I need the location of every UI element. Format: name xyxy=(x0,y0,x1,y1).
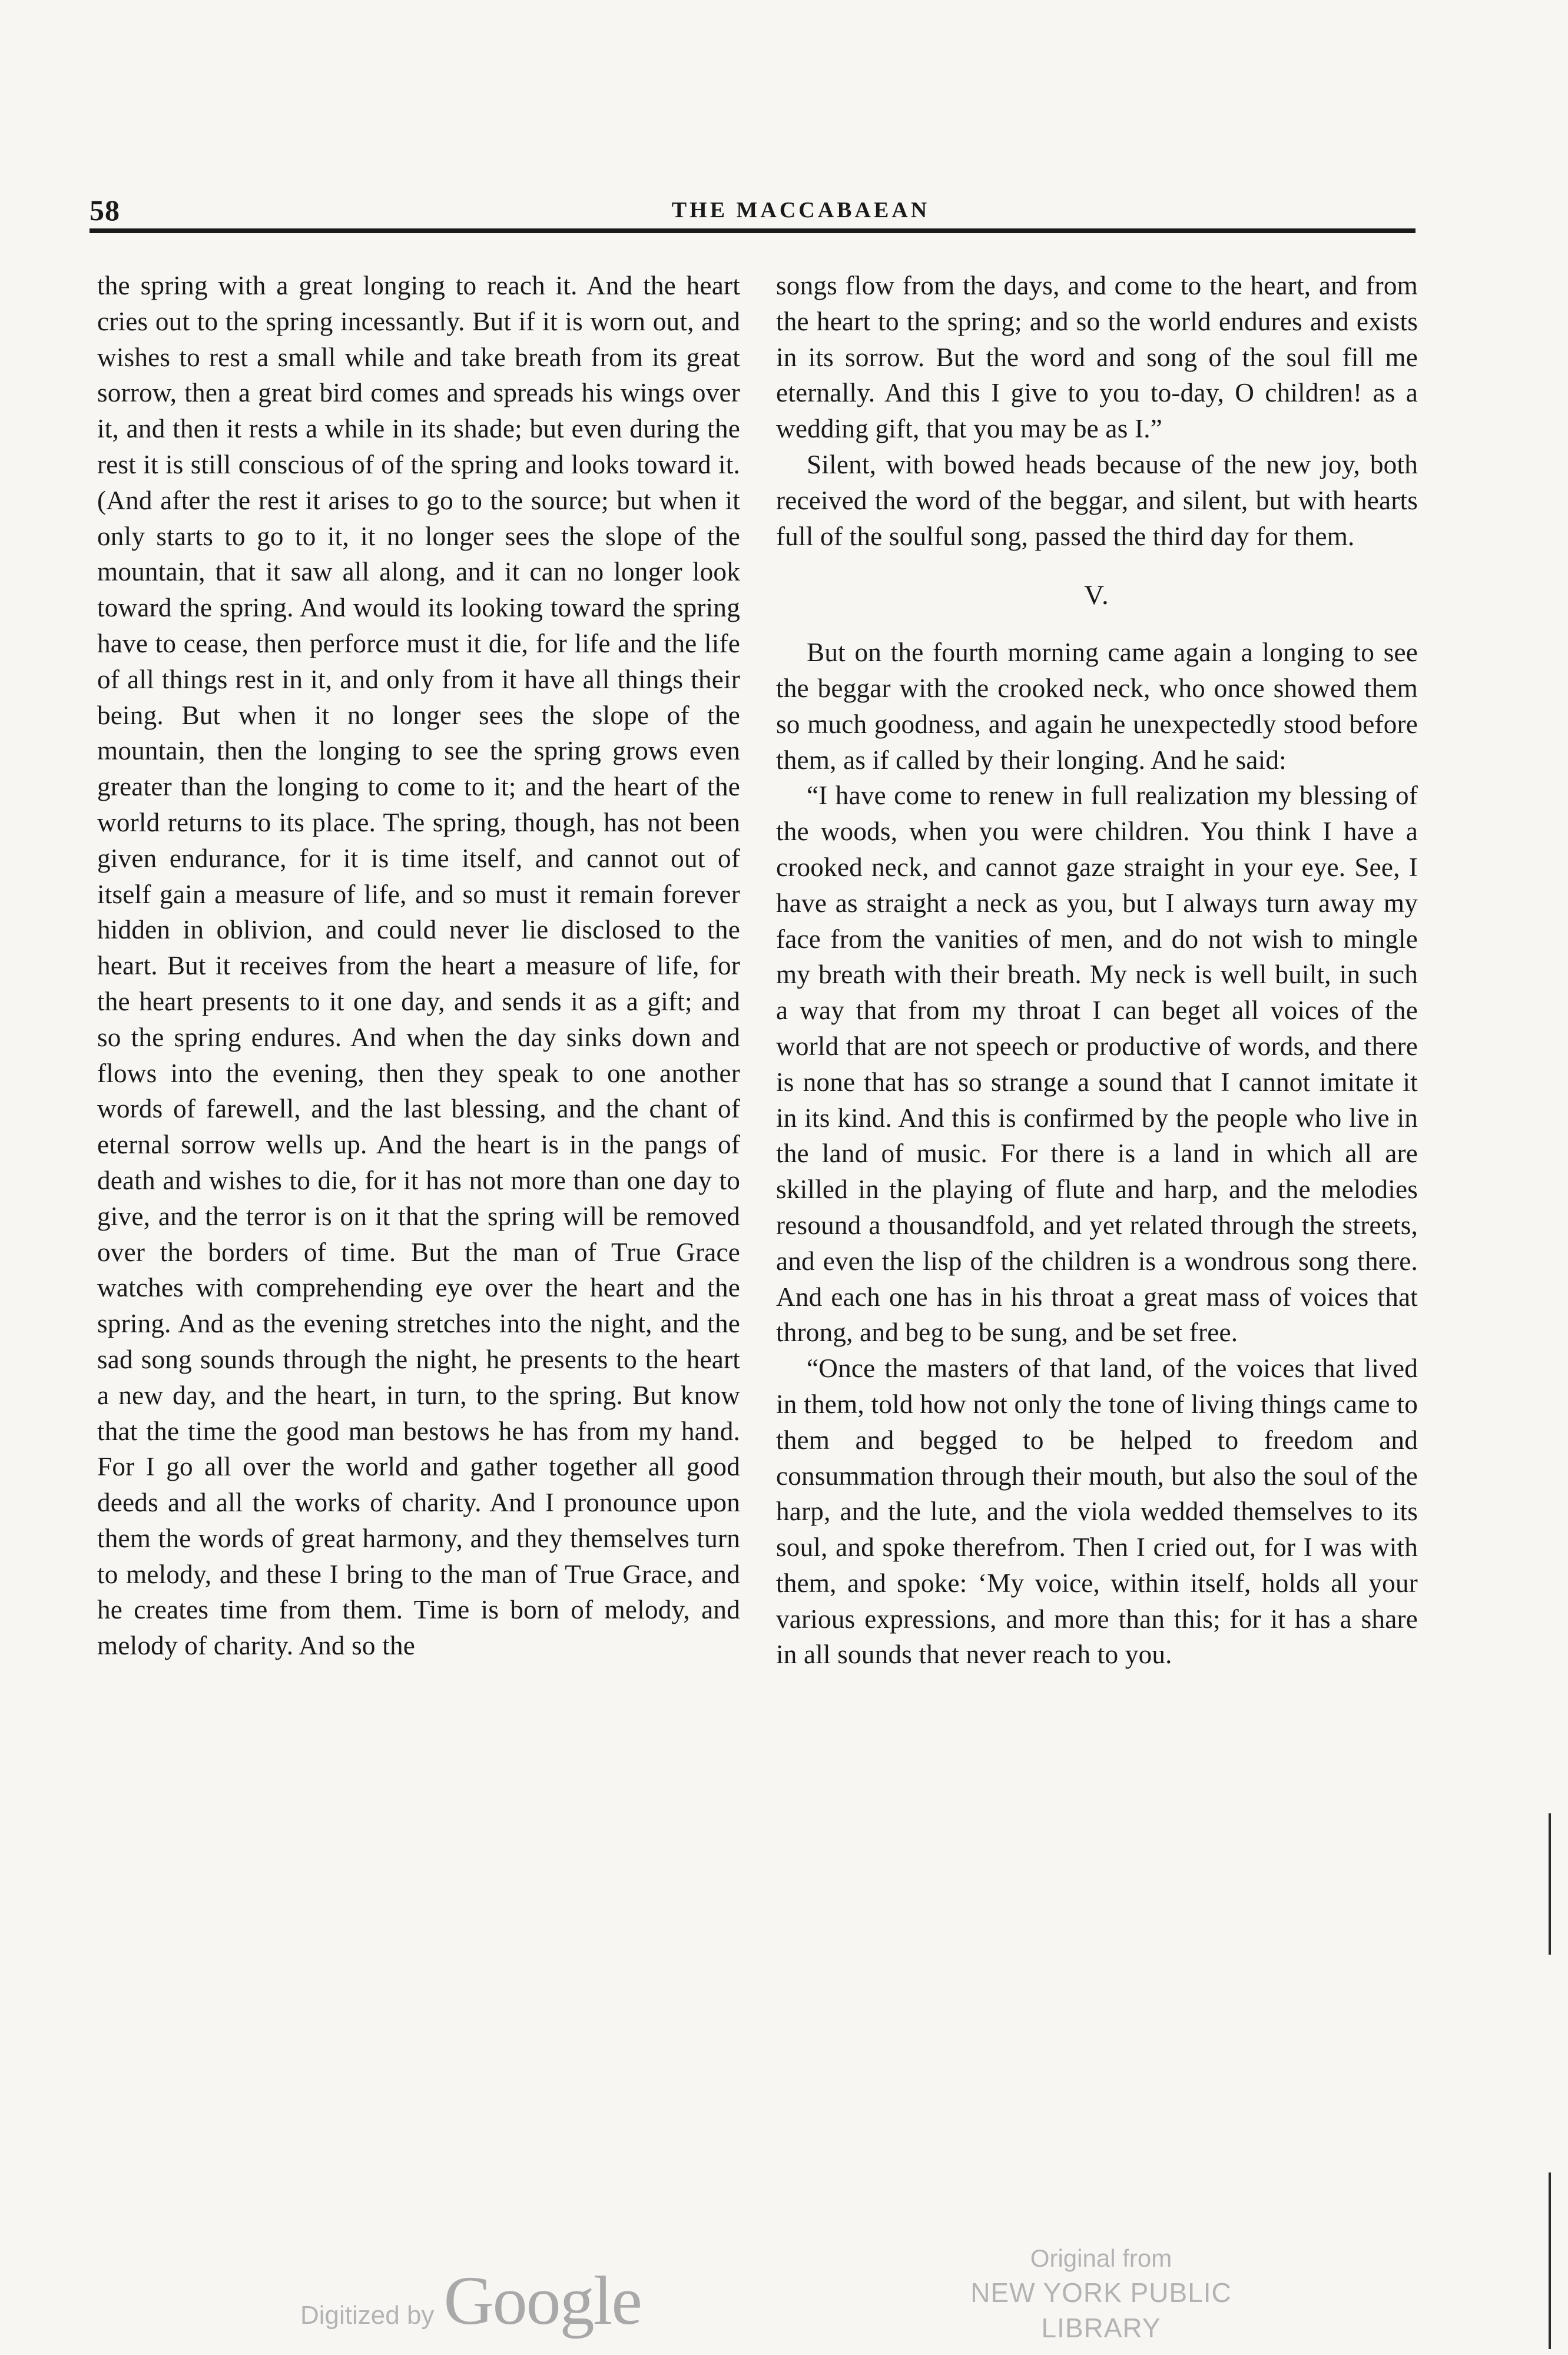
running-head: THE MACCABAEAN xyxy=(671,198,930,223)
section-number: V. xyxy=(1084,580,1110,611)
right-paragraph-3: But on the fourth morning came again a longing to see the beggar with the crooked neck, who once showed them so much goodness, and again he unexpectedly stood before them, as if called by their longing. And he said: xyxy=(776,638,1418,775)
right-column xyxy=(776,268,1418,1673)
page-number: 58 xyxy=(89,194,120,227)
margin-scan-mark xyxy=(1549,1813,1551,1955)
right-paragraph-1: songs flow from the days, and come to the heart, and from the heart to the spring; and so the world endures and exists in its sorrow. But the word and song of the soul fill me eternally. And this I give to you to-day, O children! as a wedding gift, that you may be as I.” xyxy=(776,271,1418,444)
margin-scan-mark xyxy=(1549,2172,1551,2349)
right-paragraph-2: Silent, with bowed heads because of the new joy, both received the word of the beggar, and silent, but with hearts full of the soulful song, passed the third day for them. xyxy=(776,449,1418,551)
original-from-label: Original from xyxy=(1030,2244,1172,2272)
left-paragraph-1: the spring with a great longing to reach it. And the heart cries out to the spring incessantly. But if it is worn out, and wishes to rest a small while and take breath from its great sorrow, then a great bird comes and spreads his wings over it, and then it rests a while in its shade; but even during the rest it is still conscious of of the spring and looks toward it. (And after the rest it arises to go to the source; but when it only starts to go to it, it no longer sees the slope of the mountain, that it saw all along, and it can no longer look toward the spring. And would its looking toward the spring have to cease, then perforce must it die, for life and the life of all things rest in it, and only from it have all things their being. But when it no longer sees the slope of the mountain, then the longing to see the spring grows even greater than the longing to come to it; and the heart of the world returns to its place. The spring, though, has not been given endurance, for it is time itself, and cannot out of itself gain a measure of life, and so must it remain forever hidden in oblivion, and could never lie disclosed to the heart. But it receives from the heart a measure of life, for the heart presents to it one day, and sends it as a gift; and so the spring endures. And when the day sinks down and flows into the evening, then they speak to one another words of farewell, and the last blessing, and the chant of eternal sorrow wells up. And the heart is in the pangs of death and wishes to die, for it has not more than one day to give, and the terror is on it that the spring will be removed over the borders of time. But the man of True Grace watches with comprehending eye over the heart and the spring. And as the evening stretches into the night, and the sad song sounds through the night, he presents to the heart a new day, and the heart, in turn, to the spring. But know that the time the good man bestows he has from my hand. For I go all over the world and gather together all good deeds and all the works of charity. And I pronounce upon them the words of great harmony, and they themselves turn to melody, and these I bring to the man of True Grace, and he creates time from them. Time is born of melody, and melody of charity. And so the xyxy=(97,271,740,1661)
left-column xyxy=(97,268,740,1664)
library-name: NEW YORK PUBLIC LIBRARY xyxy=(970,2277,1232,2343)
right-paragraph-4: “I have come to renew in full realization my blessing of the woods, when you were children. You think I have a crooked neck, and cannot gaze straight in your eye. See, I have as straight a neck as you, but I always turn away my face from the vanities of men, and do not wish to mingle my breath with their breath. My neck is well built, in such a way that from my throat I can beget all voices of the world that are not speech or productive of words, and there is none that has so strange a sound that I cannot imitate it in its kind. And this is confirmed by the people who live in the land of music. For there is a land in which all are skilled in the playing of flute and harp, and the melodies resound a thousandfold, and yet related through the streets, and even the lisp of the children is a wondrous song there. And each one has in his throat a great mass of voices that throng, and beg to be sung, and be set free. xyxy=(776,781,1418,1348)
digitized-label: Digitized by xyxy=(300,2301,435,2330)
right-paragraph-5: “Once the masters of that land, of the voices that lived in them, told how not only the tone of living things came to them and begged to be helped to freedom and consummation through their mouth, but also the soul of the harp, and the lute, and the viola wedded themselves to its soul, and spoke therefrom. Then I cried out, for I was with them, and spoke: ‘My voice, within itself, holds all your various expressions, and more than this; for it has a share in all sounds that never reach to you. xyxy=(776,1354,1418,1670)
library-attribution xyxy=(907,2242,1295,2346)
header-rule xyxy=(89,228,1415,233)
digitized-watermark xyxy=(300,2261,641,2341)
google-logo: Google xyxy=(443,2262,641,2339)
